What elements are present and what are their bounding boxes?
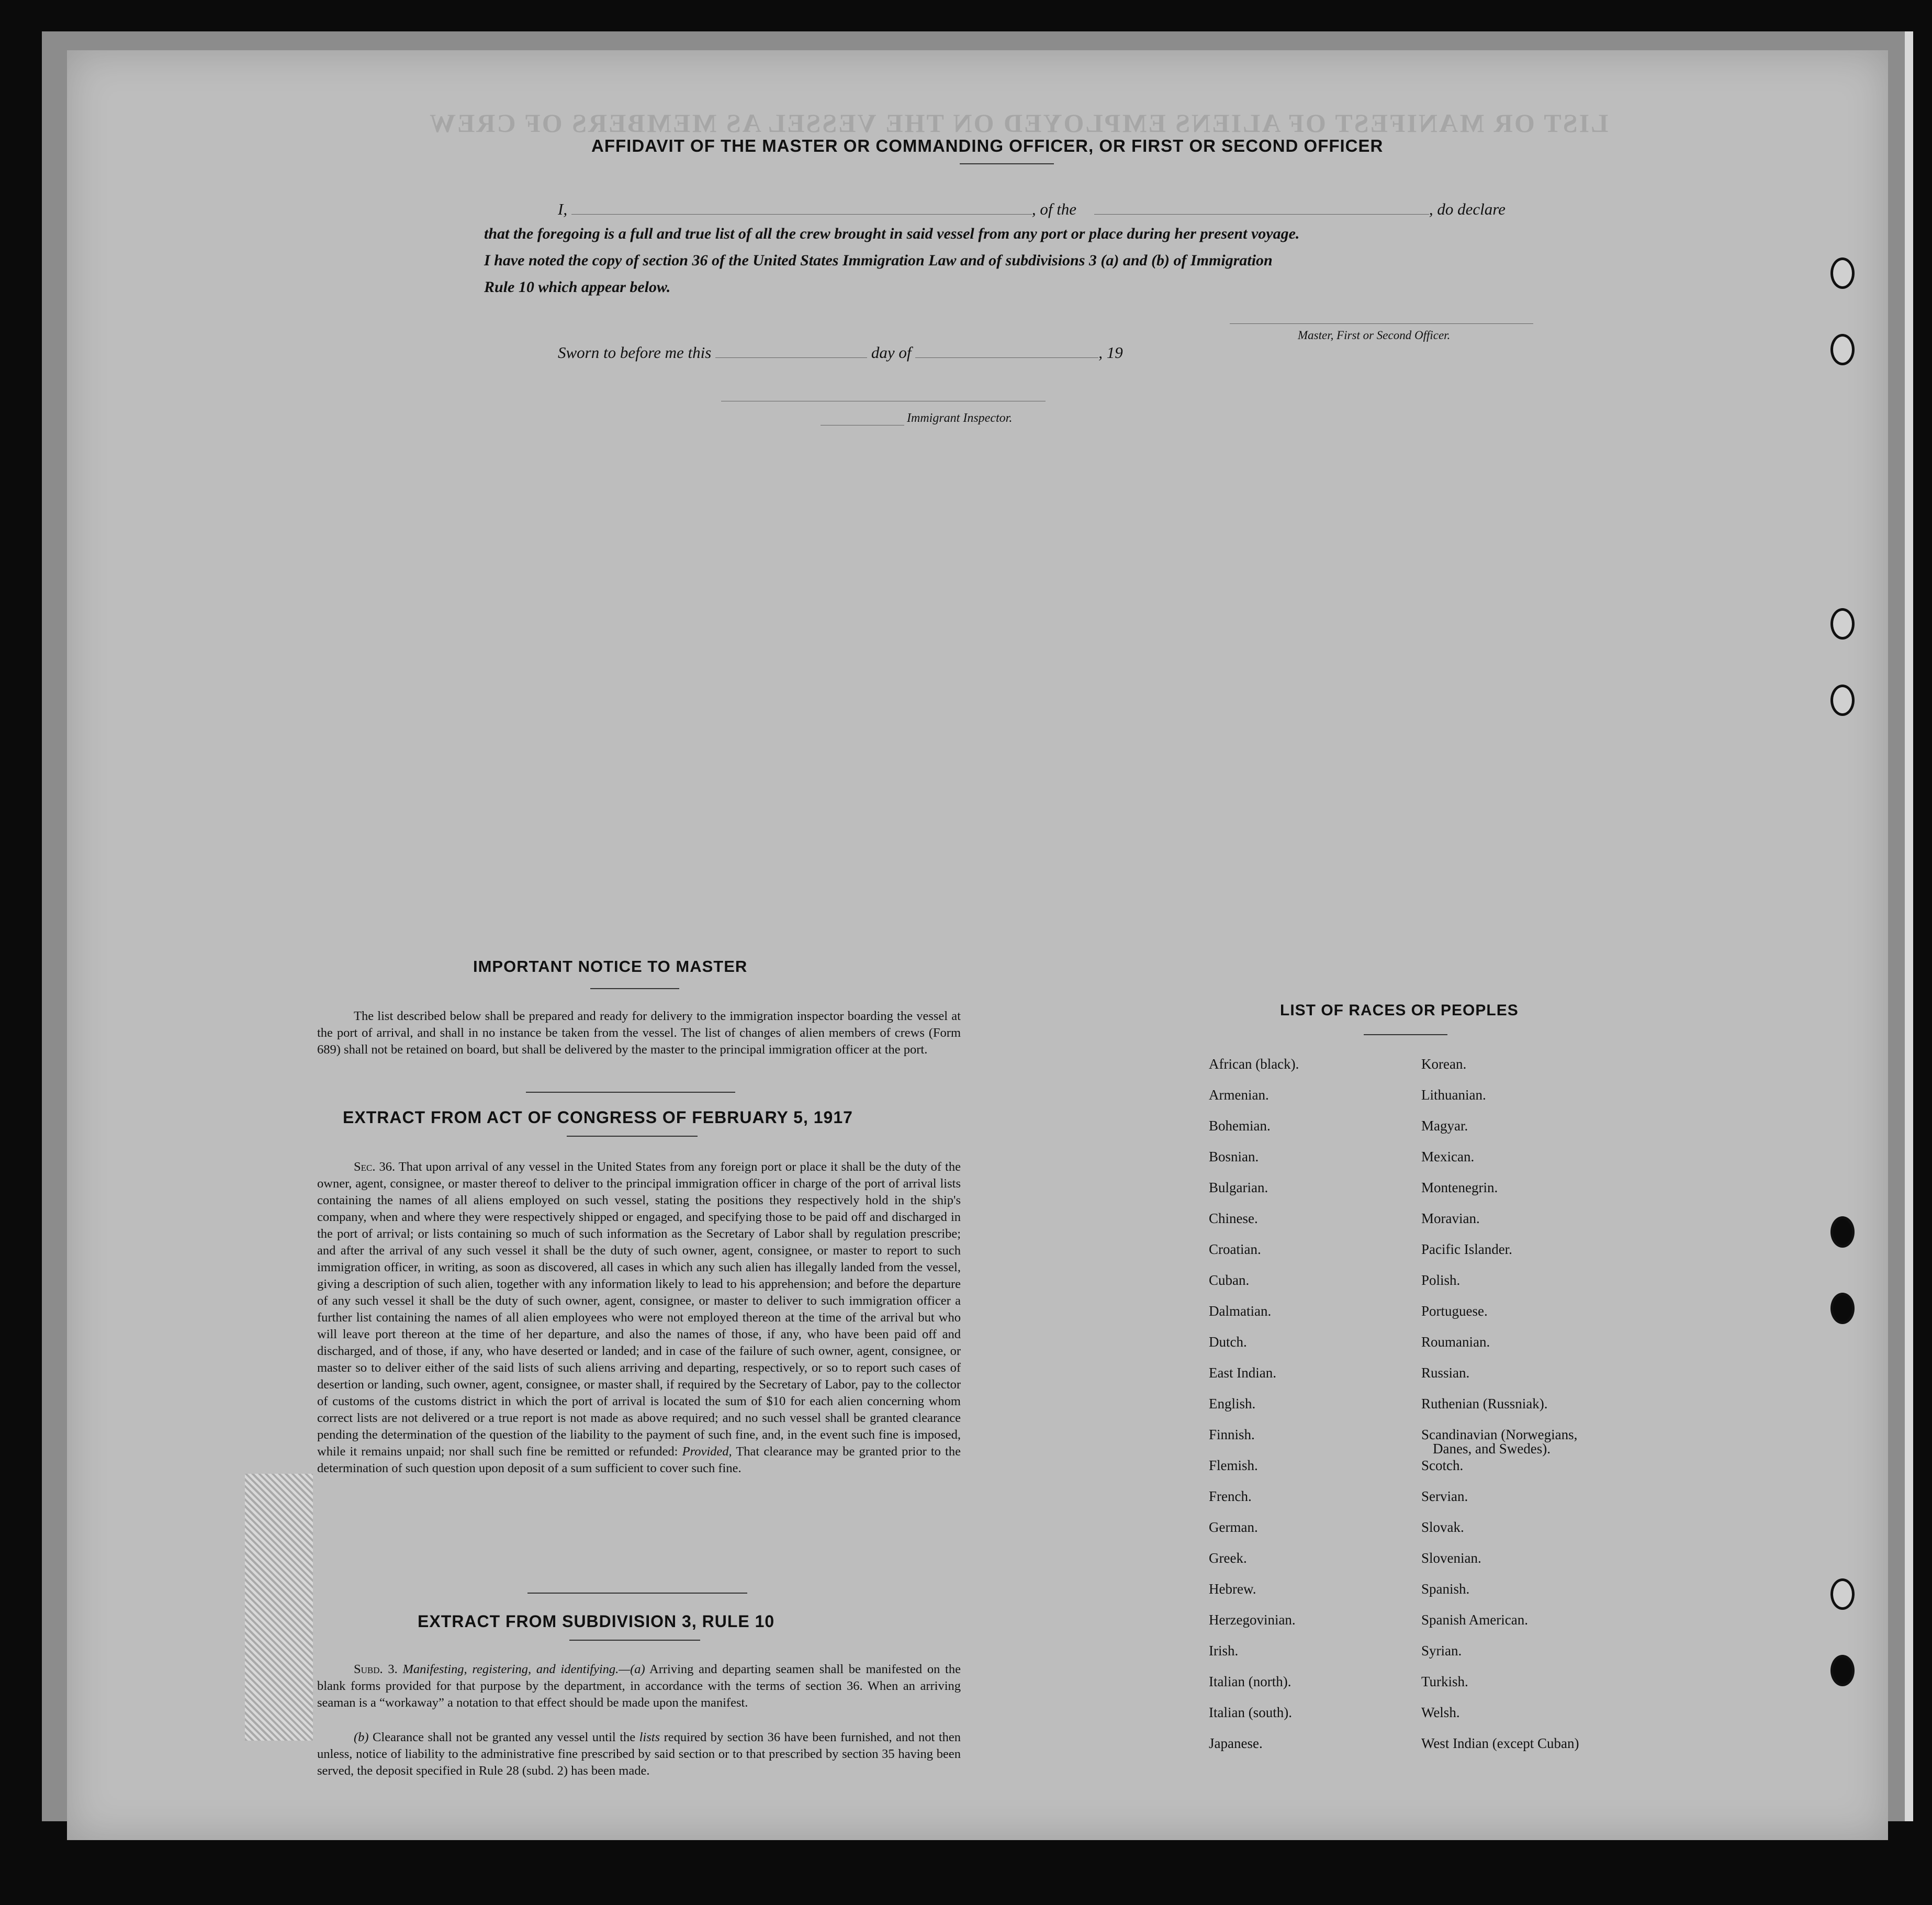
rule-extract-para-b	[317, 1729, 961, 1779]
master-signature-line[interactable]	[1230, 323, 1533, 324]
race-item: Italian (south).	[1209, 1705, 1292, 1720]
race-item: Roumanian.	[1421, 1334, 1490, 1350]
inspector-label: Immigrant Inspector.	[907, 411, 1013, 425]
notice-divider	[590, 988, 679, 989]
race-item: Scotch.	[1421, 1458, 1464, 1473]
act-extract-end-divider	[527, 1593, 747, 1594]
race-item: Welsh.	[1421, 1705, 1460, 1720]
race-item: Chinese.	[1209, 1211, 1258, 1226]
para-b-lists: lists	[639, 1730, 660, 1744]
affidavit-body-line-2: I have noted the copy of section 36 of the United States Immigration Law and of subdivisions 3 (a) and (b) of Immigration	[484, 252, 1273, 269]
sworn-year: , 19	[1098, 343, 1123, 362]
race-item: Lithuanian.	[1421, 1087, 1486, 1103]
punch-hole	[1830, 1293, 1855, 1324]
notice-body: The list described below shall be prepared and ready for delivery to the immigration inspector boarding the vessel at the port of arrival, and shall in no instance be taken from the vessel. The list of changes of alien members of crews (Form 689) shall not be retained on board, but shall be delivered by the master to the principal immigration officer at the port.	[317, 1009, 961, 1057]
master-signature-label: Master, First or Second Officer.	[1298, 329, 1451, 342]
sworn-month-field[interactable]	[915, 357, 1098, 358]
race-item: African (black).	[1209, 1056, 1299, 1072]
race-item: Spanish.	[1421, 1581, 1470, 1597]
section-36-text: That upon arrival of any vessel in the United States from any foreign port or place it shall be the duty of the owner, agent, consignee, or master thereof to deliver to the principal immigration officer in charge of the port of arrival lists containing the names of all aliens employed on such vessel, stating the positions they respectively hold in the ship's company, when and where they were respectively shipped or engaged, and specifying those to be paid off and discharged in the port of arrival; or lists containing so much of such information as the Secretary of Labor shall by regulation prescribe; and after the arrival of any such vessel it shall be the duty of such owner, agent, consignee, or master to report to such immigration officer, in writing, as soon as discovered, all cases in which any such alien has illegally landed from the vessel, giving a description of such alien, together with any information likely to lead to his apprehension; and before the departure of any such vessel it shall be the duty of such owner, agent, consignee, or master to deliver to such immigration officer a further list containing the names of all alien employees who were not employed thereon at the time of the arrival but who will leave port thereon at the time of her departure, and also the names of those, if any, who have been paid off and discharged, and of those, if any, who have deserted or landed; and in case of the failure of such owner, agent, consignee, or master so to deliver either of the said lists of such aliens arriving and departing, respectively, or so to report such cases of desertion or landing, such owner, agent, consignee, or master shall, if required by the Secretary of Labor, pay to the collector of customs of the customs district in which the port of arrival is located the sum of $10 for each alien concerning whom correct lists are not delivered or a true report is not made as above required; and no such vessel shall be granted clearance pending the determination of the question of the liability to the payment of such fine, and, in the event such fine is imposed, while it remains unpaid; nor shall such fine be remitted or refunded:	[317, 1160, 961, 1459]
races-divider	[1364, 1034, 1447, 1035]
sworn-day-field[interactable]	[715, 357, 867, 358]
punch-hole	[1830, 257, 1855, 289]
affidavit-body-line-1: that the foregoing is a full and true list of all the crew brought in said vessel from any port or place during her present voyage.	[484, 225, 1300, 242]
act-extract-body	[317, 1159, 961, 1477]
subd-label: Subd. 3.	[354, 1662, 398, 1676]
affidavit-divider	[960, 163, 1054, 164]
affidavit-body-line-3: Rule 10 which appear below.	[484, 278, 671, 296]
rule-extract-title: EXTRACT FROM SUBDIVISION 3, RULE 10	[418, 1612, 775, 1631]
race-item: Servian.	[1421, 1488, 1468, 1504]
race-item: Spanish American.	[1421, 1612, 1528, 1628]
race-item: Herzegovinian.	[1209, 1612, 1296, 1628]
race-item: Turkish.	[1421, 1674, 1468, 1689]
race-item: Pacific Islander.	[1421, 1241, 1512, 1257]
sworn-prefix: Sworn to before me this	[558, 343, 712, 362]
rule-extract-divider	[569, 1640, 700, 1641]
provided-label: Provided,	[682, 1444, 732, 1459]
punch-hole	[1830, 334, 1855, 365]
bleed-through-heading: LIST OR MANIFEST OF ALIENS EMPLOYED ON THE VESSEL AS MEMBERS OF CREW	[428, 108, 1609, 138]
race-item: Hebrew.	[1209, 1581, 1256, 1597]
race-item: Bosnian.	[1209, 1149, 1259, 1164]
paper-stain	[245, 1474, 313, 1741]
document-page	[67, 50, 1888, 1840]
para-b-text-1: Clearance shall not be granted any vessel until the	[368, 1730, 639, 1744]
race-item: Irish.	[1209, 1643, 1239, 1659]
race-item: Bohemian.	[1209, 1118, 1271, 1134]
rule-extract-para-a	[317, 1661, 961, 1711]
act-extract-title: EXTRACT FROM ACT OF CONGRESS OF FEBRUARY 5, 1917	[343, 1108, 853, 1127]
race-item: Moravian.	[1421, 1211, 1480, 1226]
races-title: LIST OF RACES OR PEOPLES	[1280, 1002, 1519, 1019]
race-item: Finnish.	[1209, 1427, 1255, 1442]
subd-heading: Manifesting, registering, and identifying.	[402, 1662, 619, 1676]
affidavit-declaration-line	[558, 200, 1506, 219]
race-item: English.	[1209, 1396, 1256, 1411]
notice-title: IMPORTANT NOTICE TO MASTER	[473, 957, 748, 976]
race-item: Scandinavian (Norwegians,	[1421, 1427, 1578, 1442]
punch-hole	[1830, 1578, 1855, 1610]
punch-hole	[1830, 1216, 1855, 1248]
notice-end-divider	[526, 1092, 735, 1093]
race-item: Montenegrin.	[1421, 1180, 1498, 1195]
race-item: Japanese.	[1209, 1735, 1263, 1751]
race-item: Russian.	[1421, 1365, 1470, 1381]
race-item: Cuban.	[1209, 1272, 1250, 1288]
race-item: German.	[1209, 1519, 1258, 1535]
para-a-marker: —(a)	[619, 1662, 645, 1676]
race-item: Polish.	[1421, 1272, 1461, 1288]
para-b-marker: (b)	[354, 1730, 369, 1744]
race-item: Slovak.	[1421, 1519, 1464, 1535]
race-item: Dalmatian.	[1209, 1303, 1272, 1319]
declare-i: I,	[558, 200, 568, 218]
race-item: Danes, and Swedes).	[1433, 1441, 1551, 1456]
race-item: Bulgarian.	[1209, 1180, 1268, 1195]
punch-hole	[1830, 685, 1855, 716]
race-item: Italian (north).	[1209, 1674, 1291, 1689]
punch-hole	[1830, 1655, 1855, 1686]
race-item: Croatian.	[1209, 1241, 1261, 1257]
race-item: Slovenian.	[1421, 1550, 1481, 1566]
declarant-name-field[interactable]	[571, 214, 1032, 215]
sworn-day-of: day of	[871, 343, 912, 362]
sworn-line	[558, 343, 1123, 362]
race-item: Korean.	[1421, 1056, 1467, 1072]
race-item: East Indian.	[1209, 1365, 1276, 1381]
declare-end: , do declare	[1429, 200, 1506, 218]
race-item: Syrian.	[1421, 1643, 1462, 1659]
race-item: Magyar.	[1421, 1118, 1468, 1134]
race-item: Mexican.	[1421, 1149, 1475, 1164]
race-item: Greek.	[1209, 1550, 1247, 1566]
section-36-label: Sec. 36.	[354, 1160, 396, 1174]
declare-of-the: , of the	[1031, 200, 1077, 218]
race-item: West Indian (except Cuban)	[1421, 1735, 1579, 1751]
vessel-name-field[interactable]	[1094, 214, 1429, 215]
race-item: Ruthenian (Russniak).	[1421, 1396, 1548, 1411]
race-item: Dutch.	[1209, 1334, 1247, 1350]
para-a-text: Arriving and departing seamen shall be manifested on the blank forms provided for that purpose by the department, in accordance with the terms of section 36. When an arriving seaman is a “workaway” a notation to that effect should be made upon the manifest.	[317, 1662, 961, 1710]
section-36-tail: That clearance may be granted prior to the determination of such question upon deposit of a sum sufficient to cover such fine.	[317, 1444, 961, 1475]
punch-hole	[1830, 608, 1855, 640]
affidavit-title: AFFIDAVIT OF THE MASTER OR COMMANDING OFFICER, OR FIRST OR SECOND OFFICER	[591, 136, 1384, 155]
act-extract-divider	[567, 1136, 698, 1137]
race-item: French.	[1209, 1488, 1252, 1504]
race-item: Portuguese.	[1421, 1303, 1488, 1319]
para-b-text-2: required by section 36 have been furnished, and not then unless, notice of liability to the administrative fine prescribed by said section or to that prescribed by section 35 having been served, the deposit specified in Rule 28 (subd. 2) has been made.	[317, 1730, 961, 1778]
race-item: Armenian.	[1209, 1087, 1269, 1103]
race-item: Flemish.	[1209, 1458, 1258, 1473]
